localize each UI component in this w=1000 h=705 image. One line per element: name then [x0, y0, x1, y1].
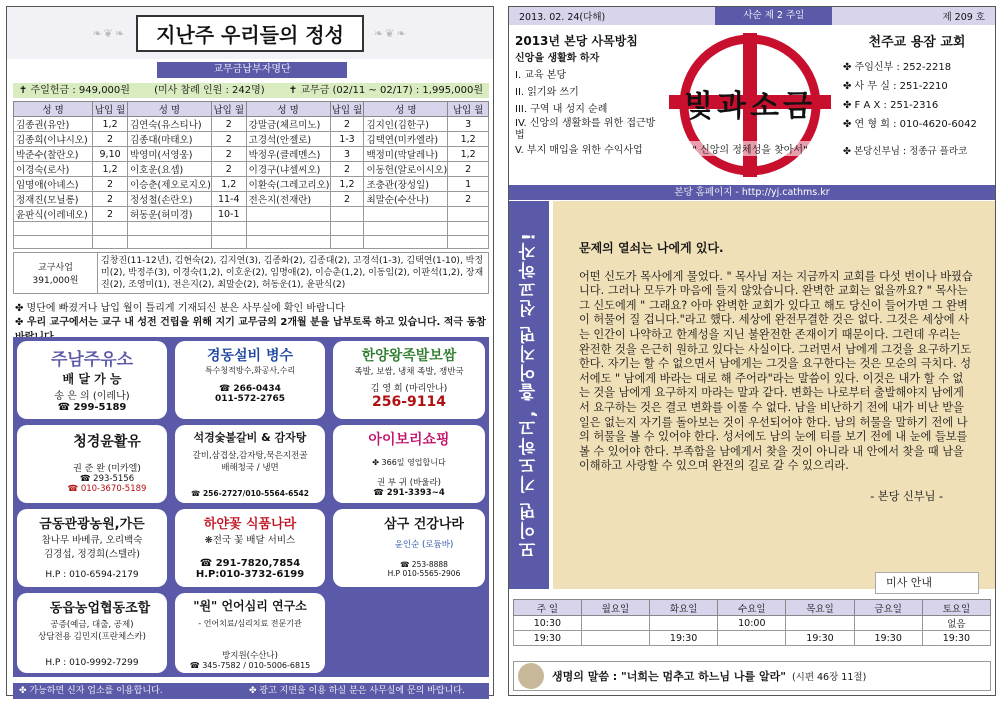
priest-line: ✤ 본당신부님 : 정종규 플라코: [843, 146, 968, 157]
ad-name: 한양왕족발보쌈: [361, 348, 457, 364]
paid-months: [448, 222, 489, 236]
member-name: [246, 207, 330, 222]
paid-months: 2: [330, 192, 364, 207]
ad-phone: H.P : 010-6594-2179: [45, 570, 139, 580]
table-row: [514, 631, 991, 646]
paid-months: 11-4: [211, 192, 246, 207]
paid-months: 2: [211, 132, 246, 147]
mass-time: 10:30: [514, 616, 582, 631]
vertical-slogan: 모이면 기도하고, 흩어지면 선교하자!: [509, 201, 549, 589]
ad-phone: 011-572-2765: [214, 394, 286, 404]
member-name: 정성철(손란오): [127, 192, 211, 207]
ad-phone: H.P 010-5565-2906: [387, 569, 461, 578]
ad-card: [17, 341, 167, 419]
word-of-life: [513, 661, 991, 691]
paid-months: [211, 222, 246, 236]
ad-line: ❋전국 꽃 배달 서비스: [204, 535, 296, 546]
ad-line: 송 은 의 (이레나): [54, 391, 130, 402]
ad-line: 족발, 보쌈, 냉채 족발, 쟁반국: [354, 367, 464, 377]
ad-name: "원" 언어심리 연구소: [193, 599, 307, 613]
ad-grid: [13, 337, 489, 677]
paid-months: 1,2: [211, 177, 246, 192]
table-row: [14, 177, 489, 192]
church-name: 천주교 용잠 교회: [868, 35, 966, 50]
ad-card: [175, 509, 325, 587]
ad-phone: ☎ 299-5189: [57, 402, 127, 413]
member-name: 김연숙(유스티나): [127, 117, 211, 132]
policy-item: I. 교육 본당: [515, 70, 567, 81]
policy-subtitle: 신앙을 생활화 하자: [515, 53, 600, 64]
ad-name: 주남주유소: [50, 350, 134, 370]
weekday-header: 주 일: [514, 600, 582, 616]
essay-author: - 본당 신부님 -: [870, 489, 943, 503]
policy-title: 2013년 본당 사목방침: [515, 34, 638, 48]
ad-phone: ☎ 253-8888: [400, 560, 448, 569]
table-row: [514, 616, 991, 631]
offering-summary: [13, 83, 489, 98]
ad-card: [175, 593, 325, 673]
ad-phone: ☎ 256-2727/010-5564-6542: [191, 489, 309, 498]
paid-months: 2: [211, 117, 246, 132]
paid-months: 1,2: [93, 162, 128, 177]
contact-line: ✤ 사 무 실 : 251-2210: [843, 81, 948, 92]
paid-months: 2: [211, 147, 246, 162]
ornament-left: ❧❦❧: [92, 26, 127, 40]
church-info: [843, 33, 991, 181]
paid-months: 1,2: [448, 147, 489, 162]
member-name: 고경석(안젤로): [246, 132, 330, 147]
dues-header: 납입 월: [330, 102, 364, 117]
ad-card: [17, 593, 167, 673]
member-name: 윤판식(이레네오): [14, 207, 93, 222]
ad-phone: ☎ 345-7582 / 010-5006-6815: [189, 661, 311, 670]
ad-line: 김경섭, 정경희(스텔라): [43, 549, 141, 560]
mass-time: 19:30: [650, 631, 718, 646]
mass-time: 19:30: [854, 631, 922, 646]
paid-months: 1: [448, 177, 489, 192]
dues-header: 납입 월: [93, 102, 128, 117]
logo-subtitle: " 신앙의 정체성을 찾아서": [659, 141, 841, 156]
mass-time: [786, 616, 854, 631]
fund-label: 교구사업: [38, 263, 73, 273]
paid-months: 10-1: [211, 207, 246, 222]
member-name: [364, 207, 448, 222]
logo-title: 빛과소금: [684, 89, 816, 124]
mass-guide-button[interactable]: 미사 안내: [875, 572, 979, 594]
ad-line: ✤ 366일 영업합니다: [372, 458, 446, 467]
member-name: 김종희(이냐시오): [14, 132, 93, 147]
policy-item: IV. 신앙의 생활화를 위한 접근방법: [515, 118, 656, 141]
mass-time: 없음: [922, 616, 990, 631]
paid-months: [211, 235, 246, 249]
paid-months: 1,2: [330, 177, 364, 192]
member-name: 전은지(전재란): [246, 192, 330, 207]
paid-months: 2: [211, 162, 246, 177]
mass-time: [650, 616, 718, 631]
table-row: [14, 117, 489, 132]
page-title: 지난주 우리들의 정성: [136, 15, 364, 52]
right-page: [500, 0, 1000, 705]
member-name: [246, 235, 330, 249]
ad-line: 권 준 완 (미카엘): [73, 464, 141, 474]
dues-header: 납입 월: [211, 102, 246, 117]
paid-months: 2: [448, 192, 489, 207]
paid-months: [448, 235, 489, 249]
right-panel: [508, 6, 996, 696]
bulletin-logo: [659, 29, 841, 181]
paid-months: 1,2: [448, 132, 489, 147]
member-name: [364, 235, 448, 249]
ad-card: [175, 425, 325, 503]
paid-months: 3: [330, 147, 364, 162]
ad-name: 금동관광농원,가든: [39, 517, 145, 532]
notice-building: ✤ 우리 교구에서는 교구 내 성전 건립을 위해 지기 교무금의 2개월 분을 납부토록 하고 있습니다. 적극 동참: [15, 317, 486, 328]
member-name: 강말금(체르미노): [246, 117, 330, 132]
weekday-header: 수요일: [718, 600, 786, 616]
title-banner: [7, 7, 493, 59]
paid-months: [330, 222, 364, 236]
ad-name: 청경윤활유: [73, 434, 141, 450]
dues-header: 납입 월: [448, 102, 489, 117]
member-name: [14, 222, 93, 236]
dues-header: 성 명: [364, 102, 448, 117]
word-text: 생명의 말씀 : "너희는 멈추고 하느님 나를 알라": [552, 670, 786, 683]
ad-card: [175, 341, 325, 419]
diocese-fund: [13, 252, 489, 294]
ad-line: 배해청국 / 냉면: [221, 463, 279, 473]
ad-line: 참나무 바베큐, 오리백숙: [41, 535, 143, 546]
weekday-header: 목요일: [786, 600, 854, 616]
fund-label-box: [14, 253, 98, 293]
paid-months: [330, 207, 364, 222]
essay-body: 어떤 신도가 목사에게 물었다. " 목사님 저는 지금까지 교회를 다섯 번이나 바꿨습니다. 그러나 모두가 마음에 들지 않았습니다. 완벽한 교회는 없을까요? " 목사는 그 신도에게 " 그래요? 아마 완벽한 교회가 있다고 해도 당신이 들어가면 그 완벽이 허물어 질 겁니다."라고 했다. 세상에 완전무결한 것은 없다. 그것은 세상에 사는 인간이 나약하고 한계성을 지닌 불완전한 존재이기 때문이다. 그런데 우리는 완전한 것을 은근히 원하고 있다는 사실이다. 그러면서 남에게 그것을 요구하기도 한다. 자기는 할 수 없으면서 남에게는 그것을 요구한다는 것은 모순의 극치다. 성서에도 " 남에게 바라는 대로 해 주어라"라는 말씀이 있다. 이것은 내가 할 수 없는 것을 남에게 요구하지 마라는 말과 같다. 변화는 나로부터 출발해야지 남에게서 요구하는 것은 결코 변화를 이룰 수 없다. 남을 비난하기 전에 내가 비난 받을 일은 없는지 자기를 돌아보는 것이 우선되어야 한다. 남의 허물을 말하기 전에 나의 허물을 볼 수 있어야 한다. 성서에도 남의 눈에 티를 보기 전에 내 눈에 들보를 볼 수 있어야 한다. 부족함을 남에게서 찾을 것이 아니라 내 안에서 찾을 때 남을 이해하고 사랑할 수 있으며 완전의 길로 갈 수 있으리라.: [579, 269, 973, 473]
ad-card: [17, 509, 167, 587]
ad-line: 상담전용 김민지(프란체스카): [38, 632, 146, 642]
liturgical-week: 사순 제 2 주일: [715, 7, 832, 25]
ad-phone: ☎ 266-0434: [219, 384, 281, 394]
ad-phone: 256-9114: [372, 394, 446, 410]
issue-number: 제 209 호: [942, 12, 985, 23]
paid-months: 1,2: [93, 117, 128, 132]
paid-months: 2: [448, 162, 489, 177]
weekday-header: 금요일: [854, 600, 922, 616]
member-name: 김종대(마태오): [127, 132, 211, 147]
ad-phone: H.P:010-3732-6199: [195, 569, 305, 580]
table-row: [14, 147, 489, 162]
ad-phone: H.P : 010-9992-7299: [45, 658, 139, 668]
paid-months: 9,10: [93, 147, 128, 162]
member-name: 조충관(장성일): [364, 177, 448, 192]
mass-time: 19:30: [514, 631, 582, 646]
mass-time: [854, 616, 922, 631]
bible-icon: [518, 663, 544, 689]
member-name: 이경숙(로사): [14, 162, 93, 177]
ad-name: 하얀꽃 식품나라: [203, 517, 297, 532]
member-name: 이호운(요셉): [127, 162, 211, 177]
mass-attendance: (미사 참례 인원 : 242명): [154, 85, 265, 96]
ad-line: 갈비,삼겹살,감자탕,묵은지전골: [192, 451, 308, 461]
mass-time: 19:30: [922, 631, 990, 646]
paid-months: 2: [330, 162, 364, 177]
paid-months: 2: [93, 207, 128, 222]
table-row: [14, 192, 489, 207]
ad-name: 동읍농업협동조합: [49, 601, 151, 616]
ad-phone: ☎ 293-5156: [79, 474, 135, 484]
table-row: [14, 235, 489, 249]
footer-right: ✤ 광고 지면을 이용 하실 분은 사무실에 문의 바랍니다.: [249, 683, 489, 699]
paid-months: 1-3: [330, 132, 364, 147]
contact-line: ✤ F A X : 251-2316: [843, 100, 939, 111]
issue-date: 2013. 02. 24(다해): [519, 12, 606, 23]
paid-months: 3: [448, 117, 489, 132]
member-name: 김종권(유안): [14, 117, 93, 132]
policy-item: III. 구역 내 성지 순례: [515, 104, 608, 115]
fund-amount: 391,000원: [32, 276, 79, 286]
ad-line: 김 영 희 (마리안나): [370, 384, 448, 394]
ad-line: 공증(예금, 대출, 공제): [50, 620, 134, 630]
member-name: [246, 222, 330, 236]
paid-months: [330, 235, 364, 249]
ad-phone: ☎ 291-3393~4: [373, 488, 445, 498]
member-name: [364, 222, 448, 236]
word-reference: (시편 46장 11절): [791, 672, 867, 683]
ad-card: [333, 341, 485, 419]
ad-card: [333, 425, 485, 503]
member-name: 허동운(허미경): [127, 207, 211, 222]
member-name: 박영미(서영웅): [127, 147, 211, 162]
member-name: 임명애(아녜스): [14, 177, 93, 192]
paid-months: 2: [93, 132, 128, 147]
paid-months: 2: [330, 117, 364, 132]
table-row: [14, 222, 489, 236]
mass-schedule: [513, 599, 991, 646]
member-name: 박정우(클레멘스): [246, 147, 330, 162]
table-row: [14, 132, 489, 147]
paid-months: 2: [93, 192, 128, 207]
member-name: 박준수(찰란오): [14, 147, 93, 162]
ad-line: - 언어치료/심리치료 전문기관: [198, 619, 302, 628]
weekday-header: 월요일: [581, 600, 649, 616]
fund-names: 김창진(11-12년), 김현숙(2), 김지연(3), 김종화(2), 김종대(2), 고경석(1-3), 김택연(1-10), 박정미(2), 박정주(3), 이경숙(1,2), 이호운(2), 임명애(2), 이승춘(1,2), 이동임(2), 이판석(1,2), 장재진(2), 조영미(1), 전은지(2), 최말순(2), 허동운(1), 윤판식(2): [101, 256, 484, 290]
weekday-header: 화요일: [650, 600, 718, 616]
homepage-link[interactable]: 본당 홈페이지 - http://yj.cathms.kr: [509, 185, 995, 200]
member-name: 김택연(미카엘라): [364, 132, 448, 147]
table-row: [14, 162, 489, 177]
paid-months: 2: [93, 177, 128, 192]
issue-strip: [509, 7, 995, 25]
policy-item: II. 읽기와 쓰기: [515, 87, 579, 98]
member-name: [14, 235, 93, 249]
member-name: 정재진(모닐롱): [14, 192, 93, 207]
member-name: 김지인(김한구): [364, 117, 448, 132]
dues-header: 성 명: [127, 102, 211, 117]
dues-table: [13, 101, 489, 249]
policy-item: V. 부지 매입을 위한 수익사업: [515, 145, 643, 156]
ad-phone: ☎ 010-3670-5189: [67, 484, 147, 494]
paid-months: [93, 222, 128, 236]
mass-time: 10:00: [718, 616, 786, 631]
dues-header: 성 명: [14, 102, 93, 117]
dues-header: 성 명: [246, 102, 330, 117]
ad-line: 특수청적방수,화공사,수리: [204, 366, 296, 375]
dues-subtitle: 교무금납부자명단: [157, 62, 347, 78]
essay-box: [553, 201, 995, 589]
ad-name: 경동설비 병수: [206, 348, 294, 364]
contact-line: ✤ 주임신부 : 252-2218: [843, 62, 952, 73]
paid-months: [93, 235, 128, 249]
member-name: 이동헌(알로이시오): [364, 162, 448, 177]
weekday-header: 토요일: [922, 600, 990, 616]
notice-check: ✤ 명단에 빠졌거나 납입 월이 틀리게 기재되신 분은 사무실에 확인 바랍니다: [15, 303, 345, 314]
member-name: [127, 222, 211, 236]
member-name: 이환숙(그레고리오): [246, 177, 330, 192]
mass-time: [581, 616, 649, 631]
ad-card: [17, 425, 167, 503]
member-name: 백정미(막달레나): [364, 147, 448, 162]
contact-line: ✤ 연 형 회 : 010-4620-6042: [843, 119, 977, 130]
table-row: [14, 207, 489, 222]
ad-phone: ☎ 291-7820,7854: [199, 558, 301, 569]
pastoral-policy: [515, 33, 657, 181]
sunday-offering: ✝ 주일헌금 : 949,000원: [19, 85, 130, 96]
ad-line: 배 달 가 능: [62, 372, 122, 386]
member-name: 이경구(냐셀씨오): [246, 162, 330, 177]
mass-time: [581, 631, 649, 646]
mass-time: 19:30: [786, 631, 854, 646]
essay-title: 문제의 열쇠는 나에게 있다.: [579, 241, 724, 255]
ad-name: 석경숯불갈비 & 감자탕: [193, 431, 307, 444]
ad-name: 삼구 건강나라: [384, 517, 464, 532]
member-name: 이승춘(제오로지오): [127, 177, 211, 192]
ornament-right: ❧❦❧: [373, 26, 408, 40]
dues-total: ✝ 교무금 (02/11 ~ 02/17) : 1,995,000원: [288, 85, 483, 96]
footer-left: ✤ 가능하면 신자 업소를 이용합니다.: [13, 683, 249, 699]
ad-line: 윤인순 (로듐바): [394, 540, 454, 550]
ad-card: [333, 509, 485, 587]
paid-months: [448, 207, 489, 222]
ad-name: 아이보리쇼핑: [368, 432, 450, 448]
ad-line: 방지원(수산나): [222, 651, 278, 661]
mass-time: [718, 631, 786, 646]
member-name: 최말순(수산나): [364, 192, 448, 207]
left-panel: [6, 6, 494, 696]
ad-line: 권 부 귀 (바울라): [376, 478, 441, 488]
member-name: [127, 235, 211, 249]
